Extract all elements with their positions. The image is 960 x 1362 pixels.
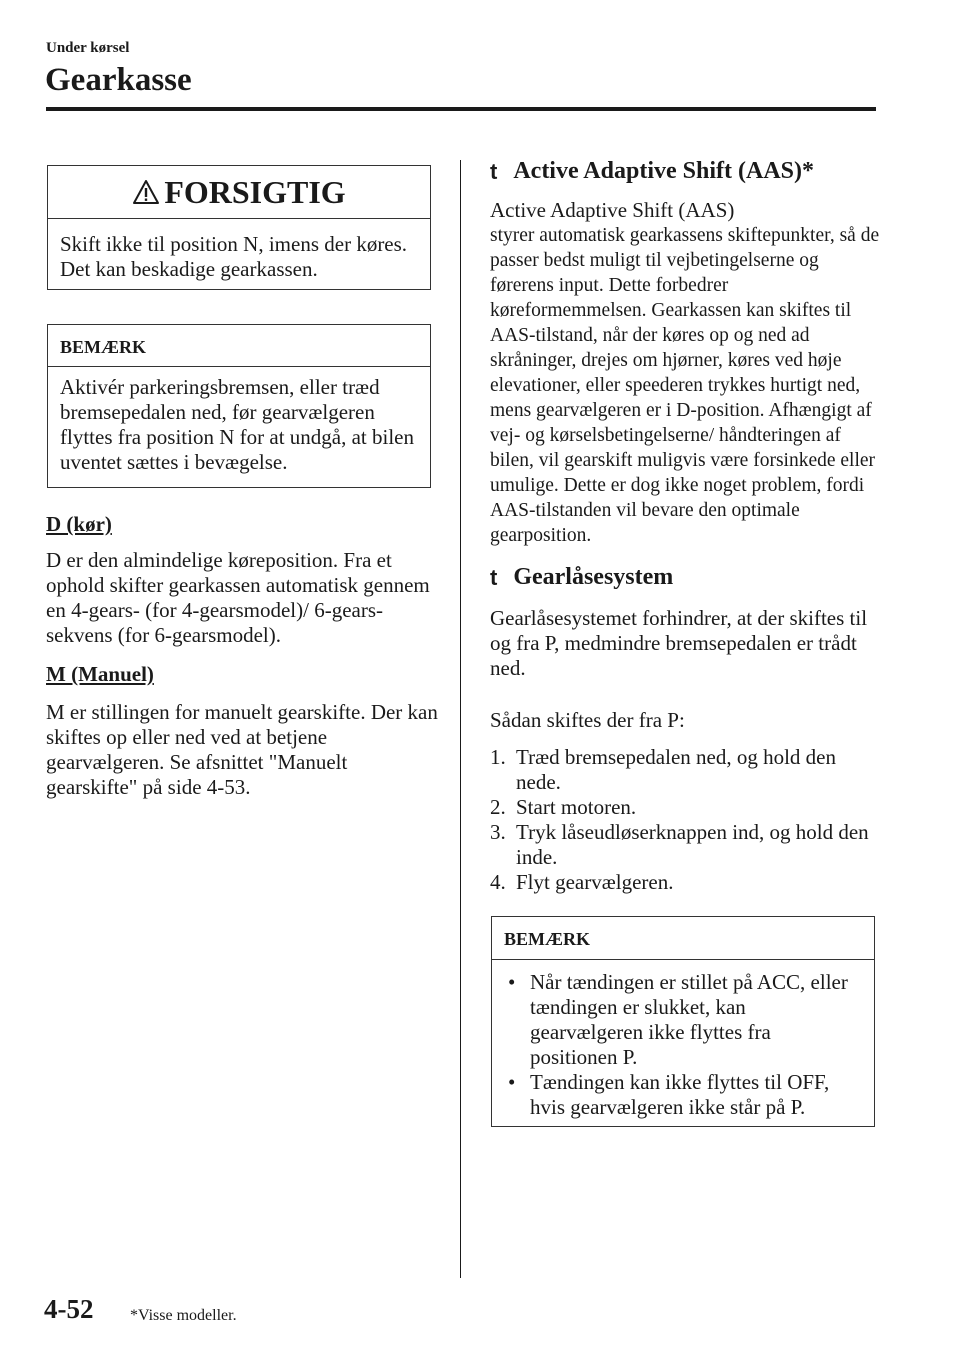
aas-body: styrer automatisk gearkassens skiftepunkter, så de passer bedst muligt til vejbetingelserne og førerens input. Dette forbedrer køreformemmelsen. Gearkassen kan skiftes til AAS-tilstand, når der køres op og ned ad skråninger, drejes om hjørner, køres ved høje elevationer, eller speederen trykkes hurtigt ned, mens gearvælgeren er i D-position. Afhængigt af vej- og kørselsbetingelserne/ håndteringen af bilen, vil gearskift muligvis være forsinkede eller umulige. Dette er dog ikke noget problem, fordi AAS-tilstanden vil bevare den optimale gearposition. [490, 225, 880, 546]
step-number: 2. [490, 795, 506, 819]
aas-heading-text: Active Adaptive Shift (AAS)* [513, 158, 814, 184]
step-number: 4. [490, 870, 506, 894]
gearlock-how-to: Sådan skiftes der fra P: [490, 708, 685, 732]
footnote: *Visse modeller. [130, 1307, 237, 1324]
drive-text: D er den almindelige køreposition. Fra et ophold skifter gearkassen automatisk gennem en 4-gears- (for 4-gearsmodel)/ 6-gears-sekvens (for 6-gearsmodel). [46, 548, 430, 647]
list-item [490, 870, 882, 895]
note-title: BEMÆRK [48, 325, 430, 367]
section-label: Under kørsel [46, 40, 130, 56]
note-text: Aktivér parkeringsbremsen, eller træd bremsepedalen ned, før gearvælgeren flyttes fra position N for at undgå, at bilen uventet sættes i bevægelse. [60, 375, 414, 474]
step-text: Start motoren. [516, 795, 637, 819]
drive-heading: D (kør) [46, 512, 112, 536]
caution-title: FORSIGTIG [164, 173, 346, 210]
manual-heading: M (Manuel) [46, 662, 154, 686]
step-number: 1. [490, 745, 506, 769]
list-item [504, 970, 862, 1070]
note-body [492, 960, 874, 1120]
warning-triangle-icon [132, 179, 160, 205]
page-title: Gearkasse [45, 62, 192, 98]
note-box [47, 324, 431, 488]
gearlock-heading [490, 564, 673, 591]
aas-text [490, 198, 882, 548]
page-number: 4-52 [44, 1294, 94, 1324]
section-marker-icon: t [490, 158, 498, 184]
bullet-icon: • [508, 1070, 516, 1094]
aas-heading [490, 158, 814, 185]
list-item [504, 1070, 862, 1120]
aas-first-line: Active Adaptive Shift (AAS) [490, 198, 735, 222]
list-item [490, 795, 882, 820]
manual-text: M er stillingen for manuelt gearskifte. Der kan skiftes op eller ned ved at betjene gearvælgeren. Se afsnittet "Manuelt gearskifte" på side 4-53. [46, 700, 438, 799]
list-item [490, 820, 882, 870]
caution-box [47, 165, 431, 290]
note-box [491, 916, 875, 1127]
step-number: 3. [490, 820, 506, 844]
caution-header [48, 166, 430, 219]
bullet-icon: • [508, 970, 516, 994]
step-text: Flyt gearvælgeren. [516, 870, 674, 894]
steps-list [490, 745, 882, 895]
list-item [490, 745, 882, 795]
column-divider [460, 160, 461, 1278]
caution-text: Skift ikke til position N, imens der køres. Det kan beskadige gearkassen. [60, 232, 408, 281]
section-marker-icon: t [490, 564, 498, 590]
gearlock-heading-text: Gearlåsesystem [513, 564, 674, 590]
gearlock-text: Gearlåsesystemet forhindrer, at der skiftes til og fra P, medmindre bremsepedalen er trådt ned. [490, 606, 868, 680]
bullet-text: Tændingen kan ikke flyttes til OFF, hvis gearvælgeren ikke står på P. [530, 1070, 830, 1119]
title-rule [46, 107, 876, 111]
step-text: Tryk låseudløserknappen ind, og hold den inde. [516, 820, 869, 869]
step-text: Træd bremsepedalen ned, og hold den nede. [516, 745, 837, 794]
note-title: BEMÆRK [492, 917, 874, 960]
bullet-text: Når tændingen er stillet på ACC, eller tændingen er slukket, kan gearvælgeren ikke flyttes fra positionen P. [530, 970, 848, 1069]
